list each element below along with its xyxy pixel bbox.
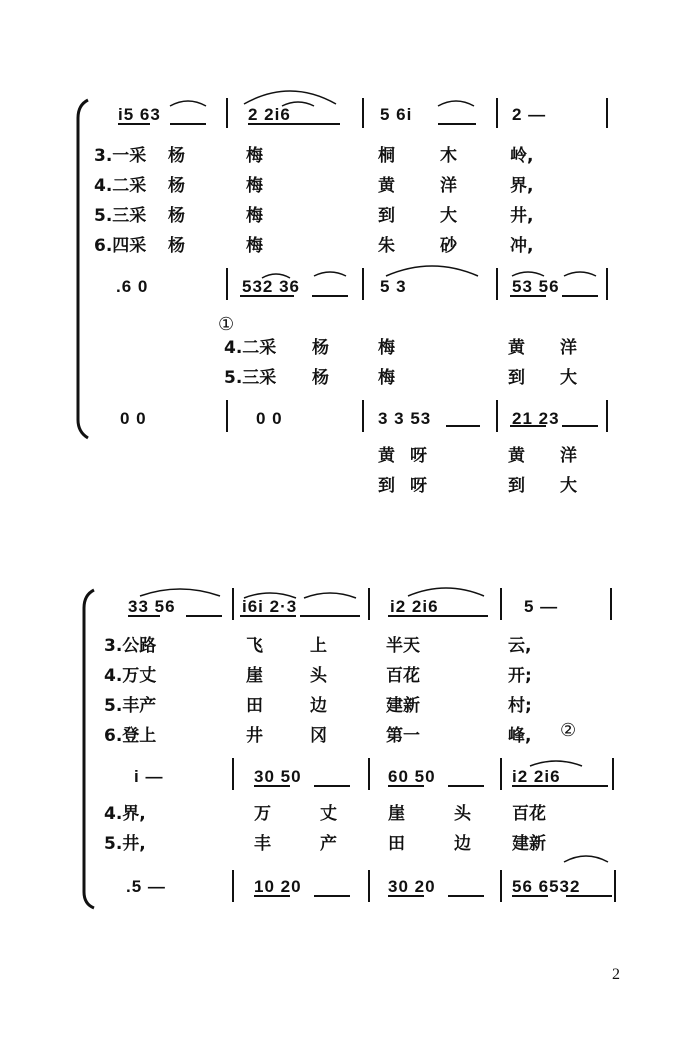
barline <box>496 98 498 128</box>
lyric: 井, <box>510 206 534 226</box>
barline <box>496 400 498 432</box>
notes-v3-m4: 21 23 <box>512 409 560 428</box>
lyric: 黄 <box>378 176 395 196</box>
notes-v2-m2: 532 36 <box>242 277 300 296</box>
barline <box>368 870 370 902</box>
lyric: 洋 <box>440 176 457 196</box>
notes-v1-m3: 5 6i <box>380 105 413 124</box>
notes-v2-m3: 60 50 <box>388 767 436 786</box>
notes-v2-m4: 53 56 <box>512 277 560 296</box>
lyric: 边 <box>310 696 327 716</box>
lyric: 黄 <box>508 338 525 358</box>
notes-v1-m4: 2 — <box>512 105 547 124</box>
notes-v1-m2: 2 2i6 <box>248 105 291 124</box>
lyric: 崖 <box>246 666 263 686</box>
barline <box>612 758 614 790</box>
lyric: 3.公路 <box>104 636 157 656</box>
lyric: 井 <box>246 726 263 746</box>
barline <box>606 98 608 128</box>
barline <box>362 268 364 300</box>
lyric: 梅 <box>378 338 395 358</box>
barline <box>226 268 228 300</box>
notes-v2-m3: 5 3 <box>380 277 407 296</box>
circle-mark-2: ② <box>560 720 577 741</box>
lyric: 村; <box>508 696 532 716</box>
notes-v3-m2: 10 20 <box>254 877 302 896</box>
lyric: 上 <box>310 636 327 656</box>
lyric: 冲, <box>510 236 534 256</box>
notes-v2-m1: i — <box>134 767 164 786</box>
notes-v1-m3: i2 2i6 <box>390 597 439 616</box>
barline <box>614 870 616 902</box>
notes-v2-m4: i2 2i6 <box>512 767 561 786</box>
barline <box>368 758 370 790</box>
lyric: 建新 <box>386 696 420 716</box>
lyric: 4.界, <box>104 804 146 824</box>
lyric: 建新 <box>512 834 546 854</box>
lyric: 洋 <box>560 446 577 466</box>
lyric: 头 <box>310 666 327 686</box>
lyric: 到 <box>508 368 525 388</box>
lyric: 桐 <box>378 146 395 166</box>
lyric: 崖 <box>388 804 405 824</box>
barline <box>500 758 502 790</box>
barline <box>500 588 502 620</box>
lyric: 冈 <box>310 726 327 746</box>
notes-v3-m3: 30 20 <box>388 877 436 896</box>
lyric: 6.四采 <box>94 236 147 256</box>
lyric: 田 <box>388 834 405 854</box>
lyric: 4.万丈 <box>104 666 157 686</box>
lyric: 头 <box>454 804 471 824</box>
lyric: 3.一采 <box>94 146 147 166</box>
barline <box>606 400 608 432</box>
lyric: 黄 <box>378 446 395 466</box>
notes-v2-m1: .6 0 <box>116 277 149 296</box>
notes-v1-m1: i5 63 <box>118 105 161 124</box>
lyric: 到 <box>508 476 525 496</box>
lyric: 飞 <box>246 636 263 656</box>
lyric: 呀 <box>410 476 427 496</box>
lyric: 杨 <box>168 176 185 196</box>
lyric: 6.登上 <box>104 726 157 746</box>
lyric: 5.井, <box>104 834 146 854</box>
lyric: 朱 <box>378 236 395 256</box>
notes-v3-m4: 56 6532 <box>512 877 581 896</box>
lyric: 梅 <box>246 236 263 256</box>
lyric: 第一 <box>386 726 420 746</box>
lyric: 杨 <box>168 236 185 256</box>
lyric: 丰 <box>254 834 271 854</box>
lyric: 黄 <box>508 446 525 466</box>
barline <box>226 400 228 432</box>
lyric: 云, <box>508 636 532 656</box>
lyric: 梅 <box>246 146 263 166</box>
notes-v1-m1: 33 56 <box>128 597 176 616</box>
barline <box>368 588 370 620</box>
lyric: 4.二采 <box>224 338 277 358</box>
lyric: 大 <box>560 476 577 496</box>
lyric: 杨 <box>312 338 329 358</box>
lyric: 产 <box>320 834 337 854</box>
lyric: 洋 <box>560 338 577 358</box>
lyric: 木 <box>440 146 457 166</box>
notes-v3-m1: .5 — <box>126 877 166 896</box>
lyric: 万 <box>254 804 271 824</box>
lyric: 杨 <box>312 368 329 388</box>
lyric: 梅 <box>246 206 263 226</box>
lyric: 杨 <box>168 206 185 226</box>
lyric: 杨 <box>168 146 185 166</box>
barline <box>362 400 364 432</box>
lyric: 呀 <box>410 446 427 466</box>
barline <box>606 268 608 300</box>
lyric: 边 <box>454 834 471 854</box>
lyric: 5.三采 <box>224 368 277 388</box>
lyric: 5.三采 <box>94 206 147 226</box>
lyric: 大 <box>440 206 457 226</box>
lyric: 到 <box>378 206 395 226</box>
notes-v2-m2: 30 50 <box>254 767 302 786</box>
lyric: 到 <box>378 476 395 496</box>
lyric: 半天 <box>386 636 420 656</box>
lyric: 5.丰产 <box>104 696 157 716</box>
lyric: 岭, <box>510 146 534 166</box>
notes-v3-m1: 0 0 <box>120 409 147 428</box>
lyric: 田 <box>246 696 263 716</box>
barline <box>232 758 234 790</box>
notes-v3-m3: 3 3 53 <box>378 409 432 428</box>
lyric: 界, <box>510 176 534 196</box>
lyric: 丈 <box>320 804 337 824</box>
barline <box>232 588 234 620</box>
lyric: 大 <box>560 368 577 388</box>
barline <box>496 268 498 300</box>
lyric: 百花 <box>512 804 546 824</box>
notes-v3-m2: 0 0 <box>256 409 283 428</box>
lyric: 百花 <box>386 666 420 686</box>
lyric: 砂 <box>440 236 457 256</box>
barline <box>362 98 364 128</box>
lyric: 梅 <box>378 368 395 388</box>
barline <box>232 870 234 902</box>
notes-v1-m4: 5 — <box>524 597 559 616</box>
notes-v1-m2: i6i 2·3 <box>242 597 298 616</box>
lyric: 峰, <box>508 726 532 746</box>
circle-mark-1: ① <box>218 314 235 335</box>
lyric: 开; <box>508 666 532 686</box>
lyric: 4.二采 <box>94 176 147 196</box>
page-number: 2 <box>612 966 620 983</box>
lyric: 梅 <box>246 176 263 196</box>
barline <box>226 98 228 128</box>
barline <box>610 588 612 620</box>
barline <box>500 870 502 902</box>
